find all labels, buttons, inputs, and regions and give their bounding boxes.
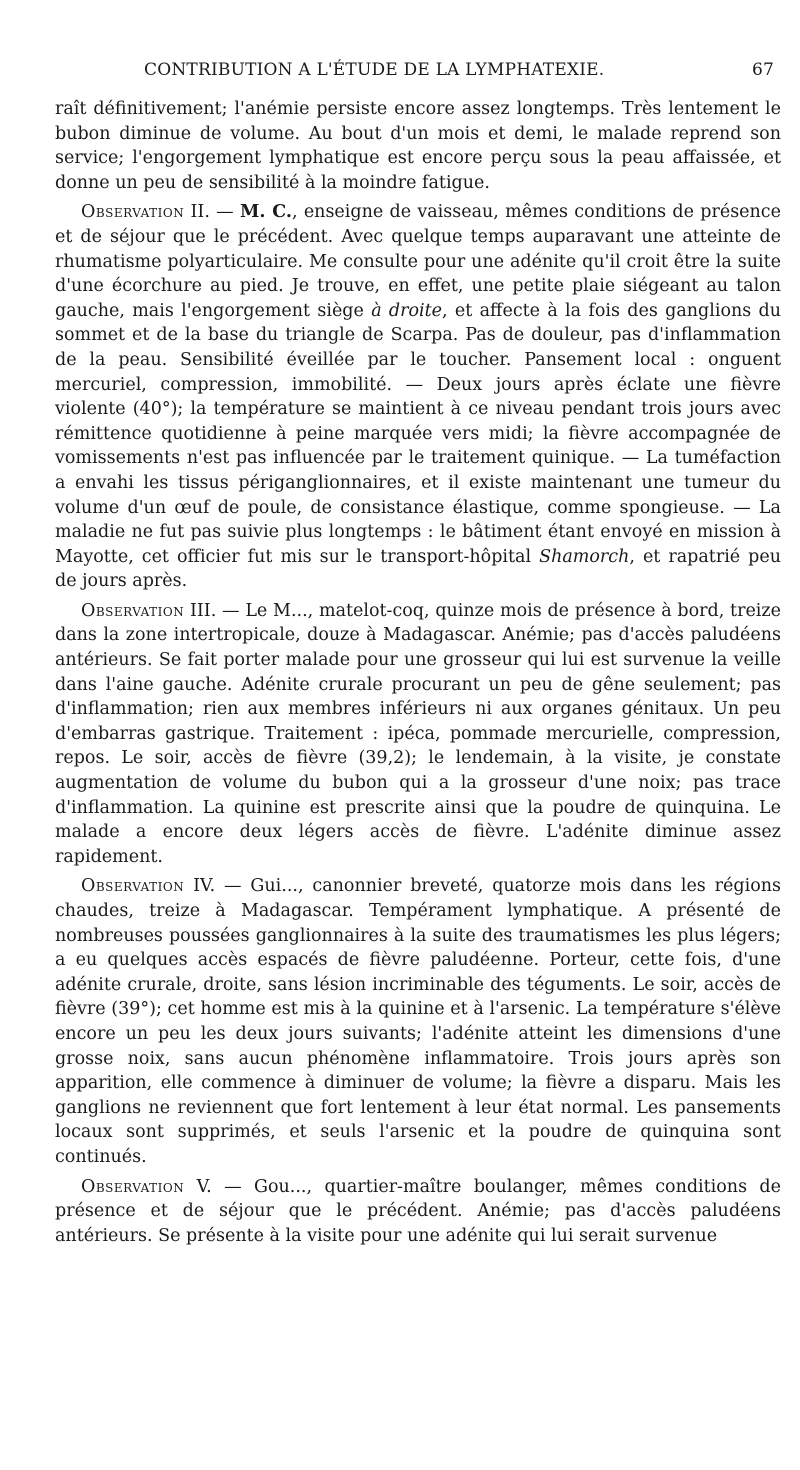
observation-5 bbox=[55, 1175, 781, 1249]
observation-subject: Gou... bbox=[254, 1176, 307, 1197]
observation-label: Observation bbox=[81, 600, 185, 621]
observation-label: Observation bbox=[81, 876, 185, 897]
observation-4 bbox=[55, 874, 781, 1169]
observation-subject: Le M... bbox=[245, 600, 308, 621]
observation-separator: — bbox=[216, 600, 246, 621]
observation-text: , canonnier breveté, quatorze mois dans les régions chaudes, treize à Madagascar. Tempérament lymphatique. A présenté de nombreuses poussées ganglionnaires à la suite des traumatismes les plus légers; a eu quelques accès espacés de fièvre paludéenne. Porteur, cette fois, d'une adénite crurale, droite, sans lésion incriminable des téguments. Le soir, accès de fièvre (39°); cet homme est mis à la quinine et à l'arsenic. La température s'élève encore un peu les deux jours suivants; l'adénite atteint les dimensions d'une grosse noix, sans aucun phénomène inflammatoire. Trois jours après son apparition, elle commence à diminuer de volume; la fièvre a disparu. Mais les ganglions ne reviennent que fort lentement à leur état normal. Les pansements locaux sont supprimés, et seuls l'arsenic et la poudre de quinquina sont continués. bbox=[55, 876, 781, 1167]
observation-separator: — bbox=[211, 1176, 255, 1197]
observation-text: , enseigne de vaisseau, mêmes conditions de présence et de séjour que le précédent. Avec quelque temps auparavant une atteinte de rhumatisme polyarticulaire. Me consulte pour une adénite qu'il croit être la suite d'une écorchure au pied. Je trouve, en effet, une petite plaie siégeant au talon gauche, mais l'engorgement siège bbox=[55, 202, 781, 321]
observation-emphasis: à droite bbox=[371, 300, 443, 321]
observation-label: Observation bbox=[81, 1176, 185, 1197]
observation-number: V. bbox=[196, 1176, 212, 1197]
ship-name: Shamorch bbox=[539, 546, 630, 567]
observation-text-end: , et rapatrié peu de jours après. bbox=[55, 546, 781, 592]
observation-label: Observation bbox=[81, 202, 185, 223]
observation-separator: — bbox=[215, 876, 251, 897]
observation-3 bbox=[55, 599, 781, 870]
observation-number: II. bbox=[190, 202, 210, 223]
body-text bbox=[55, 97, 781, 1248]
observation-number: III. bbox=[189, 600, 217, 621]
observation-subject: Gui... bbox=[250, 876, 298, 897]
observation-text-cont: , et affecte à la fois des ganglions du sommet et de la base du triangle de Scarpa. Pas de douleur, pas d'inflammation de la peau. Sensibilité éveillée par le toucher. Pansement local : onguent mercuriel, compression, immobilité. — Deux jours après éclate une fièvre violente (40°); la température se maintient à ce niveau pendant trois jours avec rémittence quotidienne à peine marquée vers midi; la fièvre accompagnée de vomissements n'est pas influencée par le traitement quinique. — La tuméfaction a envahi les tissus périganglionnaires, et il existe maintenant une tumeur du volume d'un œuf de poule, de consistance élastique, comme spongieuse. — La maladie ne fut pas suivie plus longtemps : le bâtiment étant envoyé en mission à Mayotte, cet officier fut mis sur le transport-hôpital bbox=[55, 300, 782, 567]
intro-paragraph bbox=[55, 97, 781, 195]
observation-number: IV. bbox=[193, 876, 216, 897]
running-head bbox=[144, 60, 774, 90]
observation-text: , matelot-coq, quinze mois de présence à bord, treize dans la zone intertropicale, douze à Madagascar. Anémie; pas d'accès paludéens antérieurs. Se fait porter malade pour une grosseur qui lui est survenue la veille dans l'aine gauche. Adénite crurale procurant un peu de gêne seulement; pas d'inflammation; rien aux membres inférieurs ni aux organes génitaux. Un peu d'embarras gastrique. Traitement : ipéca, pommade mercurielle, compression, repos. Le soir, accès de fièvre (39,2); le lendemain, à la visite, je constate augmentation de volume du bubon qui a la grosseur d'une noix; pas trace d'inflammation. La quinine est prescrite ainsi que la poudre de quinquina. Le malade a encore deux légers accès de fièvre. L'adénite diminue assez rapidement. bbox=[55, 600, 781, 867]
observation-separator: — bbox=[209, 202, 240, 223]
running-title: CONTRIBUTION A L'ÉTUDE DE LA LYMPHATEXIE. bbox=[144, 60, 605, 80]
observation-2 bbox=[55, 200, 781, 594]
intro-text: raît définitivement; l'anémie persiste encore assez longtemps. Très lentement le bubon diminue de volume. Au bout d'un mois et demi, le malade reprend son service; l'engorgement lymphatique est encore perçu sous la peau affaissée, et donne un peu de sensibilité à la moindre fatigue. bbox=[55, 99, 781, 193]
observation-subject: M. C. bbox=[239, 202, 292, 223]
page-number: 67 bbox=[751, 60, 774, 80]
observation-text: , quartier-maître boulanger, mêmes conditions de présence et de séjour que le précédent. Anémie; pas d'accès paludéens antérieurs. Se présente à la visite pour une adénite qui lui serait survenue bbox=[55, 1176, 781, 1246]
